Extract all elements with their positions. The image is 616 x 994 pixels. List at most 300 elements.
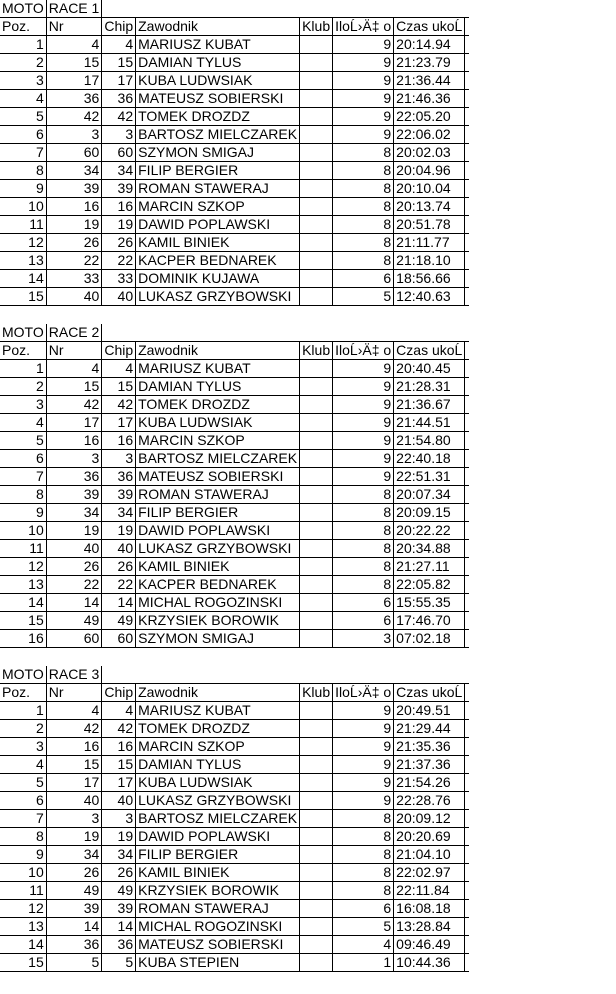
club-cell bbox=[300, 918, 333, 936]
total-time-cell: 21:36.67 bbox=[394, 396, 465, 414]
laps-cell: 8 bbox=[333, 180, 394, 198]
laps-cell: 9 bbox=[333, 756, 394, 774]
laps-cell: 8 bbox=[333, 864, 394, 882]
club-cell bbox=[300, 486, 333, 504]
result-row bbox=[0, 738, 469, 756]
laps-cell: 4 bbox=[333, 936, 394, 954]
header-rider-name: Zawodnik bbox=[136, 18, 300, 36]
start-number-cell: 22 bbox=[46, 576, 102, 594]
chip-number-cell: 60 bbox=[102, 630, 136, 648]
club-cell bbox=[300, 396, 333, 414]
club-cell bbox=[300, 54, 333, 72]
start-number-cell: 36 bbox=[46, 936, 102, 954]
position-cell: 5 bbox=[0, 108, 46, 126]
rider-name-cell: MARCIN SZKOP bbox=[136, 432, 300, 450]
chip-number-cell: 16 bbox=[102, 738, 136, 756]
club-cell bbox=[300, 360, 333, 378]
rider-name-cell: MATEUSZ SOBIERSKI bbox=[136, 90, 300, 108]
race-table bbox=[0, 324, 469, 648]
result-row bbox=[0, 918, 469, 936]
rider-name-cell: LUKASZ GRZYBOWSKI bbox=[136, 288, 300, 306]
position-cell: 1 bbox=[0, 360, 46, 378]
position-cell: 14 bbox=[0, 270, 46, 288]
chip-number-cell: 15 bbox=[102, 756, 136, 774]
rider-name-cell: FILIP BERGIER bbox=[136, 504, 300, 522]
total-time-cell: 17:46.70 bbox=[394, 612, 465, 630]
start-number-cell: 15 bbox=[46, 378, 102, 396]
empty-cell bbox=[465, 450, 470, 468]
start-number-cell: 36 bbox=[46, 90, 102, 108]
chip-number-cell: 17 bbox=[102, 414, 136, 432]
empty-cell bbox=[465, 846, 470, 864]
start-number-cell: 3 bbox=[46, 810, 102, 828]
laps-cell: 9 bbox=[333, 396, 394, 414]
rider-name-cell: KUBA LUDWSIAK bbox=[136, 72, 300, 90]
empty-cell bbox=[465, 396, 470, 414]
laps-cell: 9 bbox=[333, 90, 394, 108]
chip-number-cell: 36 bbox=[102, 936, 136, 954]
race-name: RACE 1 bbox=[46, 0, 102, 18]
club-cell bbox=[300, 792, 333, 810]
laps-cell: 9 bbox=[333, 432, 394, 450]
club-cell bbox=[300, 36, 333, 54]
header-laps: IloĹ›Ä‡ o bbox=[333, 342, 394, 360]
chip-number-cell: 22 bbox=[102, 576, 136, 594]
race-table bbox=[0, 0, 469, 306]
position-cell: 14 bbox=[0, 594, 46, 612]
club-cell bbox=[300, 522, 333, 540]
empty-cell bbox=[102, 324, 470, 342]
position-cell: 10 bbox=[0, 522, 46, 540]
chip-number-cell: 42 bbox=[102, 720, 136, 738]
chip-number-cell: 5 bbox=[102, 954, 136, 972]
club-cell bbox=[300, 252, 333, 270]
rider-name-cell: DAMIAN TYLUS bbox=[136, 378, 300, 396]
chip-number-cell: 4 bbox=[102, 36, 136, 54]
empty-cell bbox=[465, 342, 470, 360]
chip-number-cell: 14 bbox=[102, 594, 136, 612]
empty-cell bbox=[102, 0, 470, 18]
chip-number-cell: 34 bbox=[102, 162, 136, 180]
position-cell: 5 bbox=[0, 774, 46, 792]
laps-cell: 8 bbox=[333, 144, 394, 162]
empty-cell bbox=[465, 756, 470, 774]
total-time-cell: 20:10.04 bbox=[394, 180, 465, 198]
chip-number-cell: 16 bbox=[102, 432, 136, 450]
laps-cell: 9 bbox=[333, 36, 394, 54]
header-position: Poz. bbox=[0, 684, 46, 702]
position-cell: 8 bbox=[0, 162, 46, 180]
empty-cell bbox=[465, 918, 470, 936]
empty-cell bbox=[465, 18, 470, 36]
empty-cell bbox=[465, 180, 470, 198]
empty-cell bbox=[465, 72, 470, 90]
chip-number-cell: 36 bbox=[102, 90, 136, 108]
laps-cell: 9 bbox=[333, 450, 394, 468]
total-time-cell: 13:28.84 bbox=[394, 918, 465, 936]
header-start-number: Nr bbox=[46, 18, 102, 36]
start-number-cell: 34 bbox=[46, 504, 102, 522]
start-number-cell: 42 bbox=[46, 720, 102, 738]
empty-cell bbox=[465, 594, 470, 612]
rider-name-cell: MATEUSZ SOBIERSKI bbox=[136, 468, 300, 486]
result-row bbox=[0, 234, 469, 252]
chip-number-cell: 17 bbox=[102, 774, 136, 792]
club-cell bbox=[300, 468, 333, 486]
rider-name-cell: KAMIL BINIEK bbox=[136, 558, 300, 576]
chip-number-cell: 39 bbox=[102, 900, 136, 918]
empty-cell bbox=[465, 612, 470, 630]
result-row bbox=[0, 882, 469, 900]
position-cell: 6 bbox=[0, 792, 46, 810]
club-cell bbox=[300, 900, 333, 918]
rider-name-cell: MICHAL ROGOZINSKI bbox=[136, 594, 300, 612]
start-number-cell: 39 bbox=[46, 180, 102, 198]
start-number-cell: 49 bbox=[46, 612, 102, 630]
empty-cell bbox=[465, 810, 470, 828]
chip-number-cell: 42 bbox=[102, 108, 136, 126]
position-cell: 4 bbox=[0, 756, 46, 774]
total-time-cell: 18:56.66 bbox=[394, 270, 465, 288]
start-number-cell: 34 bbox=[46, 162, 102, 180]
empty-cell bbox=[465, 414, 470, 432]
header-chip-number: Chip bbox=[102, 342, 136, 360]
laps-cell: 5 bbox=[333, 288, 394, 306]
total-time-cell: 21:23.79 bbox=[394, 54, 465, 72]
total-time-cell: 12:40.63 bbox=[394, 288, 465, 306]
total-time-cell: 20:07.34 bbox=[394, 486, 465, 504]
result-row bbox=[0, 774, 469, 792]
club-cell bbox=[300, 414, 333, 432]
laps-cell: 9 bbox=[333, 378, 394, 396]
laps-cell: 9 bbox=[333, 360, 394, 378]
race-category: MOTO bbox=[0, 0, 46, 18]
start-number-cell: 17 bbox=[46, 774, 102, 792]
start-number-cell: 42 bbox=[46, 108, 102, 126]
laps-cell: 6 bbox=[333, 270, 394, 288]
total-time-cell: 21:36.44 bbox=[394, 72, 465, 90]
chip-number-cell: 17 bbox=[102, 72, 136, 90]
position-cell: 7 bbox=[0, 144, 46, 162]
total-time-cell: 22:05.82 bbox=[394, 576, 465, 594]
position-cell: 11 bbox=[0, 882, 46, 900]
club-cell bbox=[300, 378, 333, 396]
result-row bbox=[0, 198, 469, 216]
rider-name-cell: MICHAL ROGOZINSKI bbox=[136, 918, 300, 936]
laps-cell: 8 bbox=[333, 234, 394, 252]
chip-number-cell: 19 bbox=[102, 522, 136, 540]
empty-cell bbox=[465, 684, 470, 702]
result-row bbox=[0, 90, 469, 108]
start-number-cell: 14 bbox=[46, 918, 102, 936]
rider-name-cell: SZYMON SMIGAJ bbox=[136, 630, 300, 648]
position-cell: 9 bbox=[0, 846, 46, 864]
position-cell: 7 bbox=[0, 810, 46, 828]
total-time-cell: 21:28.31 bbox=[394, 378, 465, 396]
position-cell: 1 bbox=[0, 36, 46, 54]
laps-cell: 9 bbox=[333, 54, 394, 72]
column-header-row bbox=[0, 684, 469, 702]
position-cell: 14 bbox=[0, 936, 46, 954]
club-cell bbox=[300, 756, 333, 774]
total-time-cell: 21:11.77 bbox=[394, 234, 465, 252]
rider-name-cell: BARTOSZ MIELCZAREK bbox=[136, 810, 300, 828]
laps-cell: 9 bbox=[333, 738, 394, 756]
start-number-cell: 22 bbox=[46, 252, 102, 270]
position-cell: 8 bbox=[0, 486, 46, 504]
rider-name-cell: DOMINIK KUJAWA bbox=[136, 270, 300, 288]
empty-cell bbox=[465, 54, 470, 72]
start-number-cell: 39 bbox=[46, 900, 102, 918]
chip-number-cell: 26 bbox=[102, 234, 136, 252]
result-row bbox=[0, 612, 469, 630]
laps-cell: 8 bbox=[333, 486, 394, 504]
chip-number-cell: 49 bbox=[102, 612, 136, 630]
header-rider-name: Zawodnik bbox=[136, 684, 300, 702]
header-club: Klub bbox=[300, 342, 333, 360]
total-time-cell: 21:04.10 bbox=[394, 846, 465, 864]
result-row bbox=[0, 126, 469, 144]
empty-cell bbox=[465, 576, 470, 594]
start-number-cell: 4 bbox=[46, 360, 102, 378]
result-row bbox=[0, 954, 469, 972]
club-cell bbox=[300, 270, 333, 288]
rider-name-cell: KAMIL BINIEK bbox=[136, 864, 300, 882]
total-time-cell: 21:44.51 bbox=[394, 414, 465, 432]
result-row bbox=[0, 108, 469, 126]
race-title-row bbox=[0, 666, 469, 684]
chip-number-cell: 39 bbox=[102, 486, 136, 504]
start-number-cell: 15 bbox=[46, 756, 102, 774]
laps-cell: 8 bbox=[333, 504, 394, 522]
empty-cell bbox=[465, 792, 470, 810]
empty-cell bbox=[465, 558, 470, 576]
total-time-cell: 22:40.18 bbox=[394, 450, 465, 468]
total-time-cell: 20:49.51 bbox=[394, 702, 465, 720]
result-row bbox=[0, 468, 469, 486]
empty-cell bbox=[465, 360, 470, 378]
rider-name-cell: MARCIN SZKOP bbox=[136, 738, 300, 756]
header-start-number: Nr bbox=[46, 342, 102, 360]
position-cell: 12 bbox=[0, 558, 46, 576]
header-total-time: Czas ukoĹ bbox=[394, 684, 465, 702]
position-cell: 8 bbox=[0, 828, 46, 846]
result-row bbox=[0, 828, 469, 846]
result-row bbox=[0, 414, 469, 432]
start-number-cell: 36 bbox=[46, 468, 102, 486]
result-row bbox=[0, 558, 469, 576]
race-name: RACE 2 bbox=[46, 324, 102, 342]
result-row bbox=[0, 36, 469, 54]
result-row bbox=[0, 810, 469, 828]
empty-cell bbox=[465, 36, 470, 54]
result-row bbox=[0, 162, 469, 180]
club-cell bbox=[300, 216, 333, 234]
rider-name-cell: KRZYSIEK BOROWIK bbox=[136, 882, 300, 900]
header-rider-name: Zawodnik bbox=[136, 342, 300, 360]
club-cell bbox=[300, 738, 333, 756]
total-time-cell: 21:29.44 bbox=[394, 720, 465, 738]
rider-name-cell: BARTOSZ MIELCZAREK bbox=[136, 126, 300, 144]
club-cell bbox=[300, 126, 333, 144]
laps-cell: 8 bbox=[333, 198, 394, 216]
laps-cell: 3 bbox=[333, 630, 394, 648]
total-time-cell: 20:22.22 bbox=[394, 522, 465, 540]
position-cell: 2 bbox=[0, 54, 46, 72]
start-number-cell: 16 bbox=[46, 198, 102, 216]
position-cell: 6 bbox=[0, 126, 46, 144]
total-time-cell: 22:51.31 bbox=[394, 468, 465, 486]
laps-cell: 8 bbox=[333, 828, 394, 846]
laps-cell: 8 bbox=[333, 522, 394, 540]
rider-name-cell: SZYMON SMIGAJ bbox=[136, 144, 300, 162]
total-time-cell: 20:51.78 bbox=[394, 216, 465, 234]
start-number-cell: 3 bbox=[46, 450, 102, 468]
empty-cell bbox=[465, 288, 470, 306]
result-row bbox=[0, 378, 469, 396]
total-time-cell: 21:54.26 bbox=[394, 774, 465, 792]
total-time-cell: 20:13.74 bbox=[394, 198, 465, 216]
laps-cell: 8 bbox=[333, 216, 394, 234]
chip-number-cell: 15 bbox=[102, 54, 136, 72]
position-cell: 16 bbox=[0, 630, 46, 648]
club-cell bbox=[300, 828, 333, 846]
result-row bbox=[0, 720, 469, 738]
empty-cell bbox=[465, 234, 470, 252]
total-time-cell: 20:40.45 bbox=[394, 360, 465, 378]
empty-cell bbox=[465, 540, 470, 558]
laps-cell: 8 bbox=[333, 810, 394, 828]
rider-name-cell: ROMAN STAWERAJ bbox=[136, 486, 300, 504]
total-time-cell: 16:08.18 bbox=[394, 900, 465, 918]
club-cell bbox=[300, 612, 333, 630]
empty-cell bbox=[102, 666, 470, 684]
chip-number-cell: 3 bbox=[102, 450, 136, 468]
start-number-cell: 15 bbox=[46, 54, 102, 72]
header-start-number: Nr bbox=[46, 684, 102, 702]
result-row bbox=[0, 396, 469, 414]
position-cell: 9 bbox=[0, 180, 46, 198]
empty-cell bbox=[465, 162, 470, 180]
total-time-cell: 09:46.49 bbox=[394, 936, 465, 954]
result-row bbox=[0, 936, 469, 954]
start-number-cell: 26 bbox=[46, 558, 102, 576]
chip-number-cell: 15 bbox=[102, 378, 136, 396]
total-time-cell: 20:14.94 bbox=[394, 36, 465, 54]
race-block bbox=[0, 324, 469, 648]
total-time-cell: 20:09.12 bbox=[394, 810, 465, 828]
start-number-cell: 39 bbox=[46, 486, 102, 504]
rider-name-cell: MARIUSZ KUBAT bbox=[136, 702, 300, 720]
club-cell bbox=[300, 90, 333, 108]
empty-cell bbox=[465, 702, 470, 720]
rider-name-cell: LUKASZ GRZYBOWSKI bbox=[136, 540, 300, 558]
position-cell: 2 bbox=[0, 378, 46, 396]
result-row bbox=[0, 432, 469, 450]
empty-cell bbox=[465, 864, 470, 882]
rider-name-cell: KUBA STEPIEN bbox=[136, 954, 300, 972]
club-cell bbox=[300, 630, 333, 648]
race-title-row bbox=[0, 0, 469, 18]
total-time-cell: 20:20.69 bbox=[394, 828, 465, 846]
club-cell bbox=[300, 954, 333, 972]
laps-cell: 1 bbox=[333, 954, 394, 972]
position-cell: 2 bbox=[0, 720, 46, 738]
chip-number-cell: 19 bbox=[102, 216, 136, 234]
rider-name-cell: BARTOSZ MIELCZAREK bbox=[136, 450, 300, 468]
total-time-cell: 22:02.97 bbox=[394, 864, 465, 882]
chip-number-cell: 16 bbox=[102, 198, 136, 216]
rider-name-cell: DAWID POPLAWSKI bbox=[136, 216, 300, 234]
empty-cell bbox=[465, 432, 470, 450]
position-cell: 15 bbox=[0, 288, 46, 306]
result-row bbox=[0, 54, 469, 72]
chip-number-cell: 36 bbox=[102, 468, 136, 486]
chip-number-cell: 60 bbox=[102, 144, 136, 162]
chip-number-cell: 3 bbox=[102, 126, 136, 144]
laps-cell: 8 bbox=[333, 882, 394, 900]
chip-number-cell: 40 bbox=[102, 792, 136, 810]
header-chip-number: Chip bbox=[102, 684, 136, 702]
start-number-cell: 40 bbox=[46, 288, 102, 306]
club-cell bbox=[300, 72, 333, 90]
position-cell: 15 bbox=[0, 612, 46, 630]
club-cell bbox=[300, 144, 333, 162]
total-time-cell: 22:11.84 bbox=[394, 882, 465, 900]
laps-cell: 9 bbox=[333, 702, 394, 720]
club-cell bbox=[300, 882, 333, 900]
empty-cell bbox=[465, 216, 470, 234]
chip-number-cell: 26 bbox=[102, 558, 136, 576]
rider-name-cell: KUBA LUDWSIAK bbox=[136, 414, 300, 432]
rider-name-cell: DAMIAN TYLUS bbox=[136, 54, 300, 72]
empty-cell bbox=[465, 522, 470, 540]
header-laps: IloĹ›Ä‡ o bbox=[333, 18, 394, 36]
race-table bbox=[0, 666, 469, 972]
start-number-cell: 40 bbox=[46, 792, 102, 810]
club-cell bbox=[300, 720, 333, 738]
result-row bbox=[0, 270, 469, 288]
chip-number-cell: 19 bbox=[102, 828, 136, 846]
empty-cell bbox=[465, 486, 470, 504]
chip-number-cell: 22 bbox=[102, 252, 136, 270]
result-row bbox=[0, 900, 469, 918]
position-cell: 13 bbox=[0, 252, 46, 270]
position-cell: 10 bbox=[0, 864, 46, 882]
total-time-cell: 22:28.76 bbox=[394, 792, 465, 810]
start-number-cell: 17 bbox=[46, 414, 102, 432]
empty-cell bbox=[465, 738, 470, 756]
empty-cell bbox=[465, 252, 470, 270]
total-time-cell: 22:05.20 bbox=[394, 108, 465, 126]
total-time-cell: 21:18.10 bbox=[394, 252, 465, 270]
header-laps: IloĹ›Ä‡ o bbox=[333, 684, 394, 702]
club-cell bbox=[300, 540, 333, 558]
laps-cell: 9 bbox=[333, 108, 394, 126]
laps-cell: 6 bbox=[333, 594, 394, 612]
rider-name-cell: DAMIAN TYLUS bbox=[136, 756, 300, 774]
result-row bbox=[0, 594, 469, 612]
result-row bbox=[0, 576, 469, 594]
position-cell: 10 bbox=[0, 198, 46, 216]
chip-number-cell: 49 bbox=[102, 882, 136, 900]
position-cell: 6 bbox=[0, 450, 46, 468]
chip-number-cell: 26 bbox=[102, 864, 136, 882]
rider-name-cell: FILIP BERGIER bbox=[136, 846, 300, 864]
chip-number-cell: 33 bbox=[102, 270, 136, 288]
rider-name-cell: KRZYSIEK BOROWIK bbox=[136, 612, 300, 630]
position-cell: 11 bbox=[0, 540, 46, 558]
